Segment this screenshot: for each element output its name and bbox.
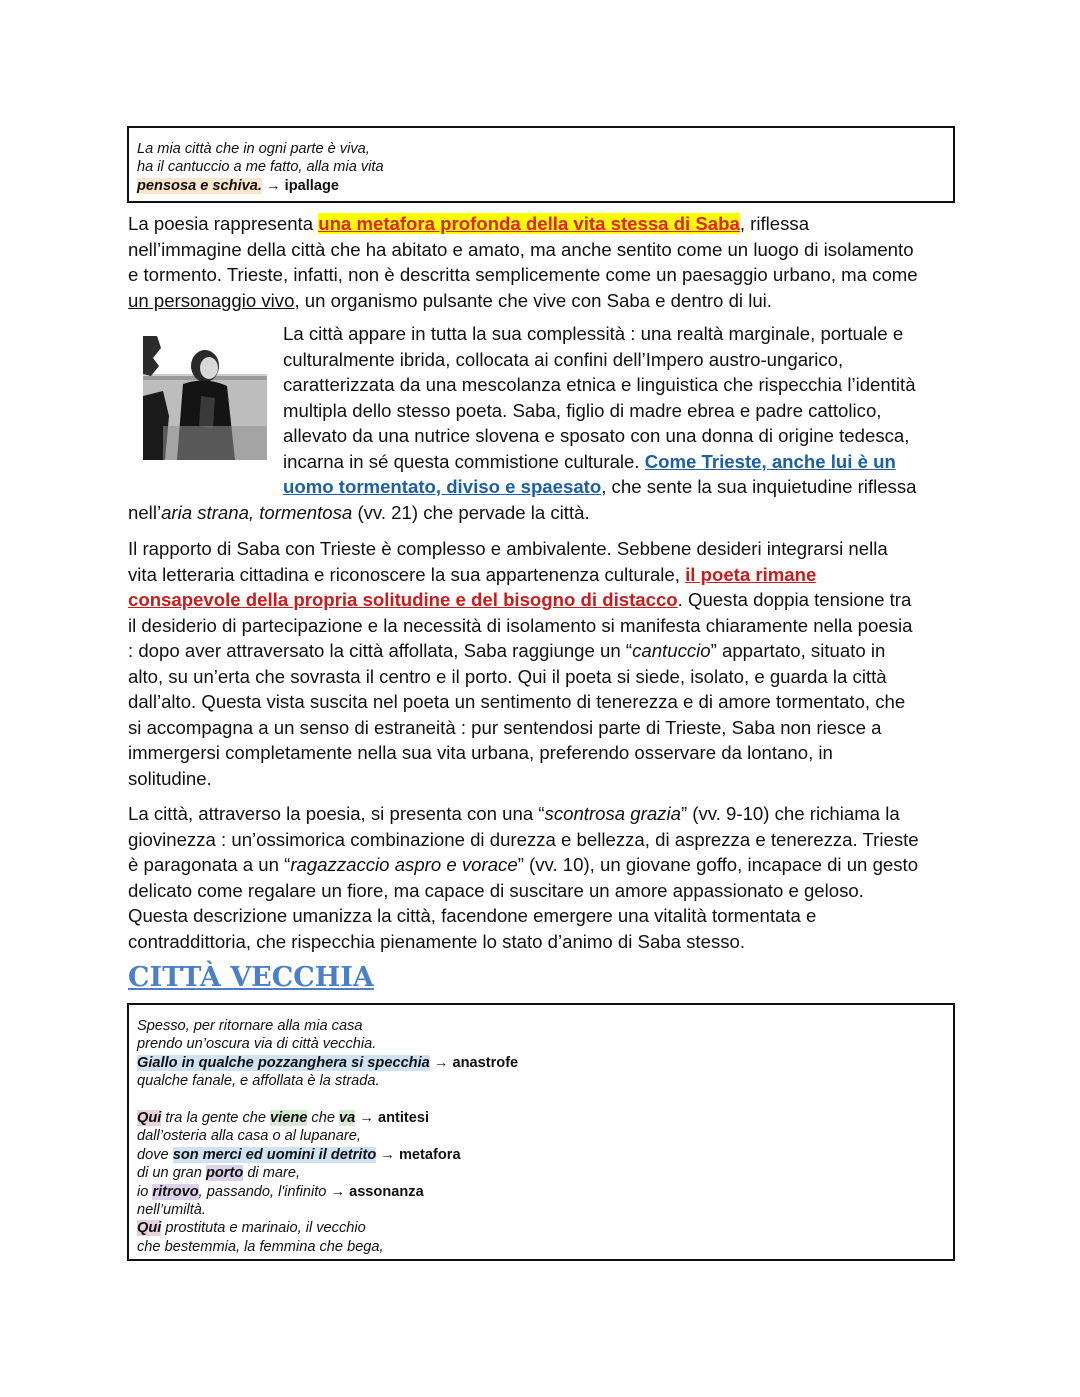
figure-label: anastrofe xyxy=(452,1054,519,1071)
highlighted-phrase: il poeta rimane xyxy=(685,563,817,585)
poem-line: ha il cantuccio a me fatto, alla mia vita xyxy=(137,159,384,176)
paragraph-relationship: Il rapporto di Saba con Trieste è complesso e ambivalente. Sebbene desideri integrarsi nella vita letteraria cittadina e riconoscere la sua appartenenza culturale, il poeta rimane consapevole della propria solitudine e del bisogno di distacco. Questa doppia tensione tra il desiderio di partecipazione e la necessità di isolamento si manifesta chiaramente nella poesia : dopo aver attraversato la città affollata, Saba raggiunge un “cantuccio” appartato, situato in alto, su un’erta che sovrasta il centro e il porto. Qui il poeta si siede, isolato, e guarda la città dall’alto. Questa vista suscita nel poeta un sentimento di tenerezza e di amore tormentato, che si accompagna a un senso di estraneità : pur sentendosi parte di Trieste, Saba non riesce a immergersi completamente nella sua vita urbana, preferendo osservare da lontano, in solitudine. xyxy=(128,538,913,789)
poem-quote-box: Spesso, per ritornare alla mia casa prendo un’oscura via di città vecchia. Giallo in qualche pozzanghera si specchia → anastrofe qualche fanale, e affollata è la strada. Qui tra la gente che viene che va → antitesi dall’osteria alla casa o al lupanare, dove son merci ed uomini il detrito → metafora di un gran porto di mare, io ritrovo, passando, l'infinito → assonanza nell’umiltà. Qui prostituta e marinaio, il vecchio che bestemmia, la femmina che bega, xyxy=(127,1003,955,1261)
highlighted-phrase: una metafora profonda della vita stessa di Saba xyxy=(318,213,740,234)
underlined-phrase: un personaggio vivo xyxy=(128,289,295,311)
highlighted-phrase: consapevole della propria solitudine e del bisogno di distacco xyxy=(128,589,678,610)
highlighted-verse: pensosa e schiva. xyxy=(137,177,262,194)
paragraph-city: La città appare in tutta la sua complessità : una realtà marginale, portuale e culturalmente ibrida, collocata ai confini dell’Impero austro-ungarico, caratterizzata da una mescolanza etnica e linguistica che rispecchia l’identità multipla dello stesso poeta. Saba, figlio di madre ebrea e padre cattolico, allevato da una nutrice slovena e sposato con una donna di origine tedesca, incarna in sé questa commistione culturale. Come Trieste, anche lui è un uomo tormentato, diviso e spaesato, che sente la sua inquietudine riflessa nell’aria strana, tormentosa (vv. 21) che pervade la città. xyxy=(128,323,917,523)
paragraph-intro: La poesia rappresenta una metafora profonda della vita stessa di Saba, riflessa nell’immagine della città che ha abitato e amato, ma anche sentito come un luogo di isolamento e tormento. Trieste, infatti, non è descritta semplicemente come un paesaggio urbano, ma come un personaggio vivo, un organismo pulsante che vive con Saba e dentro di lui. xyxy=(128,213,918,311)
poem-quote-box xyxy=(127,126,955,203)
poem-line: La mia città che in ogni parte è viva, xyxy=(137,141,370,157)
paragraph-grazia: La città, attraverso la poesia, si presenta con una “scontrosa grazia” (vv. 9-10) che richiama la giovinezza : un’ossimorica combinazione di durezza e bellezza, di asprezza e tenerezza. Trieste è paragonata a un “ragazzaccio aspro e vorace” (vv. 10), un giovane goffo, incapace di un gesto delicato come regalare un fiore, ma capace di suscitare un amore appassionato e geloso. Questa descrizione umanizza la città, facendone emergere una vitalità tormentata e contraddittoria, che rispecchia pienamente lo stato d’animo di Saba stesso. xyxy=(128,803,919,952)
highlighted-phrase: Come Trieste, anche lui è un xyxy=(644,450,896,472)
poem-line: pensosa e schiva. → ipallage xyxy=(137,177,339,194)
highlighted-phrase: uomo tormentato, diviso e spaesato xyxy=(283,476,602,497)
section-heading: CITTÀ VECCHIA xyxy=(128,962,374,993)
figure-label: ipallage xyxy=(284,177,339,194)
figure-label: assonanza xyxy=(349,1183,424,1200)
figure-label: metafora xyxy=(398,1146,461,1163)
figure-label: antitesi xyxy=(377,1110,430,1127)
highlighted-verse: Giallo in qualche pozzanghera si specchia xyxy=(137,1054,430,1071)
